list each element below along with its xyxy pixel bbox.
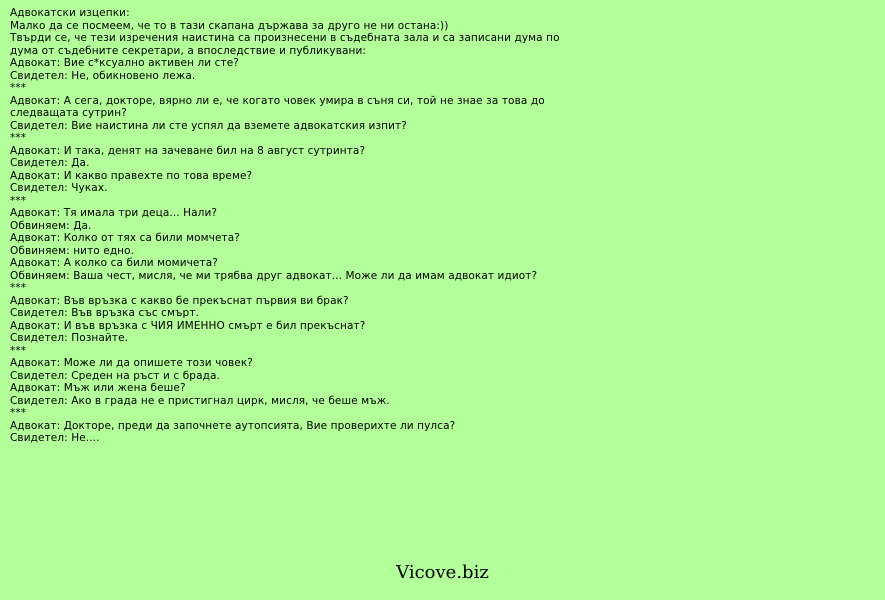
text-line: Свидетел: Във връзка със смърт.	[10, 307, 199, 319]
text-line: Адвокат: Колко от тях са били момчета?	[10, 232, 240, 244]
text-line: Адвокат: И какво правехте по това време?	[10, 169, 253, 182]
text-line: Адвокат: Мъж или жена беше?	[10, 382, 186, 394]
text-line: Адвокат: А колко са били момичета?	[10, 257, 218, 269]
text-line: Адвокат: Вие с*ксуално активен ли сте?	[10, 57, 239, 69]
text-line: Адвокат: И във връзка с ЧИЯ ИМЕННО смърт е бил прекъснат?	[10, 319, 366, 332]
separator: ***	[10, 282, 27, 294]
text-line: Свидетел: Не, обикновено лежа.	[10, 69, 196, 82]
text-line: Адвокат: Докторе, преди да започнете аутопсията, Вие проверихте ли пулса?	[10, 419, 456, 432]
separator: ***	[10, 82, 27, 94]
separator: ***	[10, 407, 27, 419]
text-line: Обвиняем: нито едно.	[10, 244, 135, 257]
text-line: Адвокат: Тя имала три деца... Нали?	[10, 207, 218, 219]
text-line: Свидетел: Познайте.	[10, 332, 129, 344]
text-line: Свидетел: Среден на ръст и с брада.	[10, 369, 220, 382]
separator: ***	[10, 344, 27, 357]
text-line: Малко да се посмеем, че то в тази скапана държава за друго не ни остана:))	[10, 19, 449, 32]
text-line: Свидетел: Не....	[10, 432, 100, 444]
text-line: Свидетел: Ако в града не е пристигнал цирк, мисля, че беше мъж.	[10, 394, 390, 407]
article-text	[10, 7, 580, 445]
site-watermark: Vicove.biz	[396, 562, 489, 583]
text-line: Твърди се, че тези изречения наистина са произнесени в съдебната зала и са записани дума по дума от съдебните секретари, а впоследствие и публикувани:	[10, 32, 560, 57]
text-line: Свидетел: Да.	[10, 157, 90, 169]
text-line: Адвокат: Може ли да опишете този човек?	[10, 357, 253, 369]
text-line: Адвокат: Във връзка с какво бе прекъснат първия ви брак?	[10, 294, 349, 307]
text-line: Адвокат: А сега, докторе, вярно ли е, че когато човек умира в съня си, той не знае за това до следващата сутрин?	[10, 94, 545, 119]
separator: ***	[10, 132, 27, 144]
article-title: Адвокатски изцепки:	[10, 7, 130, 19]
text-line: Обвиняем: Да.	[10, 219, 92, 232]
text-line: Обвиняем: Ваша чест, мисля, че ми трябва друг адвокат... Може ли да имам адвокат идиот?	[10, 269, 538, 282]
text-line: Свидетел: Чуках.	[10, 182, 108, 194]
separator: ***	[10, 194, 27, 207]
text-line: Свидетел: Вие наистина ли сте успял да вземете адвокатския изпит?	[10, 119, 407, 132]
text-line: Адвокат: И така, денят на зачеване бил на 8 август сутринта?	[10, 144, 366, 157]
